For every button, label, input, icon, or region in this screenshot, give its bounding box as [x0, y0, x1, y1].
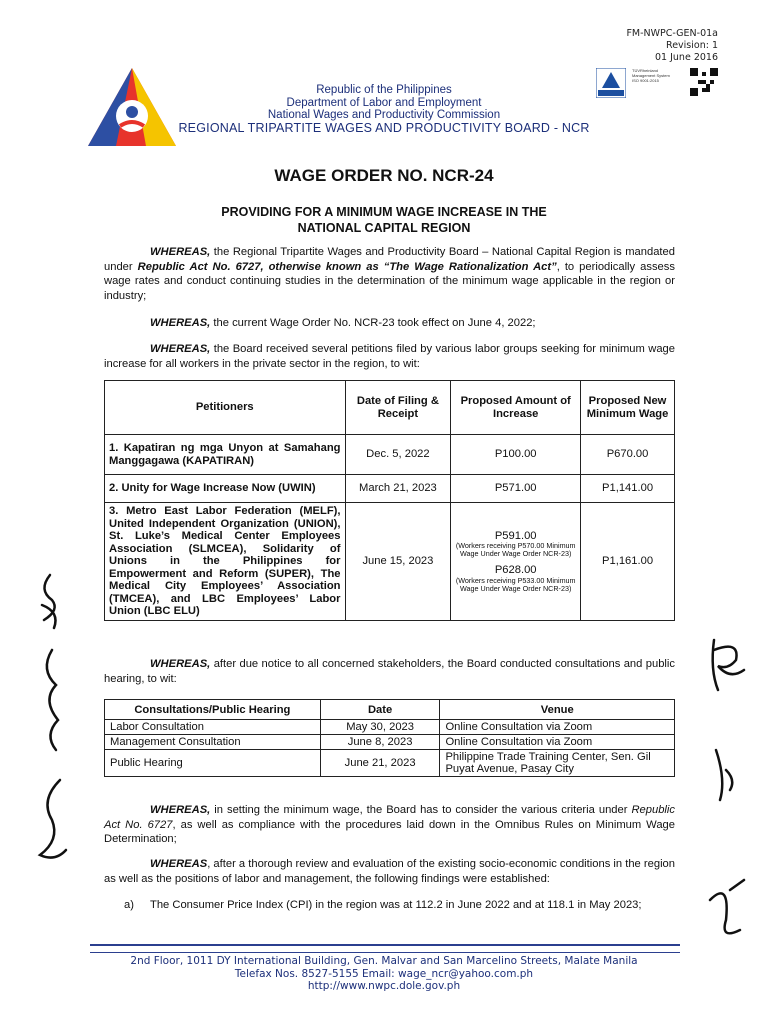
hearing-venue-cell: Philippine Trade Training Center, Sen. Gil Puyat Avenue, Pasay City: [440, 750, 675, 777]
table-row: [105, 750, 675, 777]
table-header-row: [105, 381, 675, 435]
document-reference: [626, 28, 718, 64]
hearing-type-cell: Labor Consultation: [105, 720, 321, 735]
hearing-type-cell: Public Hearing: [105, 750, 321, 777]
revision: Revision: 1: [666, 40, 718, 51]
amount-note: (Workers receiving P570.00 Minimum Wage Under Wage Order NCR-23): [455, 541, 576, 559]
footer-contact: Telefax Nos. 8527-5155 Email: wage_ncr@yahoo.com.ph: [234, 967, 534, 980]
form-code: FM-NWPC-GEN-01a: [626, 28, 718, 39]
new-wage-cell: P670.00: [581, 435, 675, 475]
hearings-table: [104, 699, 675, 777]
whereas-paragraph-1: [104, 245, 675, 303]
column-header: Proposed New Minimum Wage: [581, 381, 675, 435]
signature-initials-left: [30, 570, 70, 870]
column-header: Date of Filing & Receipt: [345, 381, 451, 435]
hearing-venue-cell: Online Consultation via Zoom: [440, 735, 675, 750]
hearing-date-cell: June 8, 2023: [320, 735, 440, 750]
column-header: Date: [320, 700, 440, 720]
list-marker: a): [124, 899, 134, 911]
paragraph-text: the Board received several petitions filed by various labor groups seeking for minimum wage increase for all workers in the private sector in the region, to wit:: [104, 343, 675, 370]
whereas-paragraph-4: [104, 657, 675, 686]
whereas-label: WHEREAS,: [150, 658, 211, 670]
hearing-venue-cell: Online Consultation via Zoom: [440, 720, 675, 735]
amount-value: P591.00: [494, 529, 537, 542]
filing-date-cell: March 21, 2023: [345, 475, 451, 503]
subtitle-line-1: PROVIDING FOR A MINIMUM WAGE INCREASE IN THE: [221, 205, 547, 219]
paragraph-text: the current Wage Order No. NCR-23 took effect on June 4, 2022;: [210, 317, 536, 329]
table-header-row: [105, 700, 675, 720]
whereas-label: WHEREAS: [150, 858, 208, 870]
new-wage-cell: P1,161.00: [581, 503, 675, 621]
petitioner-cell: 2. Unity for Wage Increase Now (UWIN): [105, 475, 346, 503]
amount-cell: P100.00: [451, 435, 581, 475]
finding-item-a: [124, 898, 675, 913]
paragraph-text: , as well as compliance with the procedures laid down in the Omnibus Rules on Minimum Wage Determination;: [104, 818, 675, 845]
column-header: Venue: [440, 700, 675, 720]
letterhead-line-3: National Wages and Productivity Commission: [267, 109, 501, 121]
new-wage-cell: P1,141.00: [581, 475, 675, 503]
letterhead-line-2: Department of Labor and Employment: [286, 96, 482, 109]
paragraph-text: , after a thorough review and evaluation of the existing socio-economic conditions in the region as well as the positions of labor and management, the following findings were established:: [104, 858, 675, 885]
qr-code-icon: [690, 68, 718, 96]
tuv-certification-icon: [596, 68, 626, 98]
letterhead-line-1: Republic of the Philippines: [316, 84, 452, 96]
document-subtitle: [0, 204, 768, 236]
letterhead-line-4: REGIONAL TRIPARTITE WAGES AND PRODUCTIVITY BOARD - NCR: [178, 120, 590, 135]
whereas-label: WHEREAS,: [150, 317, 211, 329]
footer-address: 2nd Floor, 1011 DY International Building, Gen. Malvar and San Marcelino Streets, Malate Manila: [130, 955, 638, 967]
signature-initials-right: [700, 630, 750, 950]
table-row: [105, 475, 675, 503]
republic-act-reference: Republic Act No. 6727: [104, 804, 675, 831]
amount-cell: [451, 503, 581, 621]
whereas-paragraph-5: [104, 803, 675, 847]
table-row: [105, 503, 675, 621]
document-title: WAGE ORDER NO. NCR-24: [274, 166, 494, 185]
column-header: Petitioners: [105, 381, 346, 435]
amount-cell: P571.00: [451, 475, 581, 503]
paragraph-text: after due notice to all concerned stakeholders, the Board conducted consultations and public hearing, to wit:: [104, 658, 675, 685]
republic-act-reference: Republic Act No. 6727, otherwise known as “The Wage Rationalization Act”: [137, 260, 557, 273]
whereas-label: WHEREAS,: [150, 246, 211, 258]
hearing-date-cell: May 30, 2023: [320, 720, 440, 735]
certification-text: [632, 68, 672, 83]
letterhead: [0, 84, 768, 134]
certification-label: Management System ISO 9001:2015: [632, 73, 670, 83]
whereas-paragraph-2: [104, 316, 675, 331]
column-header: Consultations/Public Hearing: [105, 700, 321, 720]
footer-divider: [90, 944, 680, 953]
petitioner-cell: 3. Metro East Labor Federation (MELF), United Independent Organization (UNION), St. Luke’s Medical Center Employees Association (SLMCEA), Solidarity of Unions in the Philippines for Empowerment and Reform (SUPER), The Medical City Employees’ Association (TMCEA), and LBC Employees’ Labor Union (LBC ELU): [105, 503, 346, 621]
column-header: Proposed Amount of Increase: [451, 381, 581, 435]
revision-date: 01 June 2016: [655, 52, 718, 63]
paragraph-text: , to periodically assess wage rates and conduct continuing studies in the determination of the minimum wage applicable in the region or industry;: [104, 260, 675, 302]
amount-note: (Workers receiving P533.00 Minimum Wage Under Wage Order NCR-23): [455, 575, 576, 593]
footer-website[interactable]: http://www.nwpc.dole.gov.ph: [307, 980, 461, 992]
petitioner-cell: 1. Kapatiran ng mga Unyon at Samahang Manggagawa (KAPATIRAN): [105, 435, 346, 475]
filing-date-cell: Dec. 5, 2022: [345, 435, 451, 475]
whereas-paragraph-6: [104, 857, 675, 886]
finding-text: The Consumer Price Index (CPI) in the region was at 112.2 in June 2022 and at 118.1 in May 2023;: [150, 899, 642, 911]
table-row: [105, 435, 675, 475]
hearing-type-cell: Management Consultation: [105, 735, 321, 750]
whereas-paragraph-3: [104, 342, 675, 371]
table-row: [105, 735, 675, 750]
certification-brand: TÜVRheinland: [632, 68, 659, 73]
whereas-label: WHEREAS,: [150, 804, 211, 816]
petitions-table: [104, 380, 675, 621]
amount-value: P628.00: [494, 564, 537, 577]
table-row: [105, 720, 675, 735]
hearing-date-cell: June 21, 2023: [320, 750, 440, 777]
filing-date-cell: June 15, 2023: [345, 503, 451, 621]
subtitle-line-2: NATIONAL CAPITAL REGION: [297, 221, 471, 235]
paragraph-text: in setting the minimum wage, the Board has to consider the various criteria under: [210, 804, 632, 816]
whereas-label: WHEREAS,: [150, 343, 211, 355]
paragraph-text: the Regional Tripartite Wages and Productivity Board – National Capital Region is mandated under: [104, 246, 675, 273]
footer: [0, 955, 768, 993]
